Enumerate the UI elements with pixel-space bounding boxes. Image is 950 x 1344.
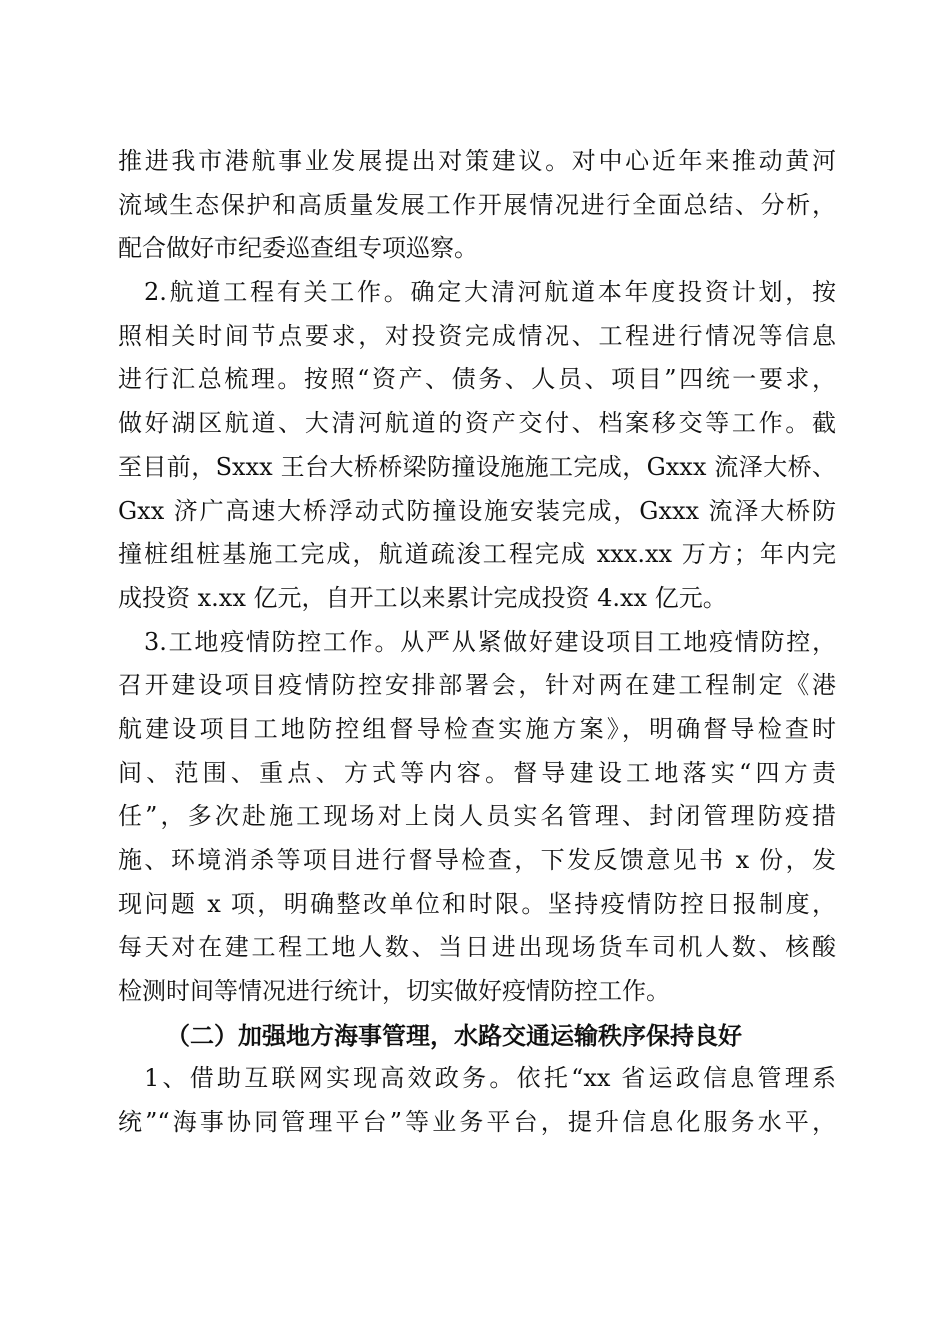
text-line: 成投资 x.xx 亿元，自开工以来累计完成投资 4.xx 亿元。 — [118, 583, 727, 612]
text-line: 统”“海事协同管理平台”等业务平台，提升信息化服务水平， — [118, 1108, 836, 1137]
text-line: 每天对在建工程工地人数、当日进出现场货车司机人数、核酸 — [118, 933, 836, 962]
text-line: 召开建设项目疫情防控安排部署会，针对两在建工程制定《港 — [118, 671, 836, 700]
text-line: 现问题 x 项，明确整改单位和时限。坚持疫情防控日报制度， — [118, 889, 836, 918]
paragraph-3 — [118, 621, 836, 1014]
paragraph-2 — [118, 271, 836, 621]
text-line: 做好湖区航道、大清河航道的资产交付、档案移交等工作。截 — [118, 409, 836, 438]
document-page — [118, 140, 836, 1145]
text-line: 推进我市港航事业发展提出对策建议。对中心近年来推动黄河 — [118, 147, 836, 175]
text-line: 检测时间等情况进行统计，切实做好疫情防控工作。 — [118, 977, 670, 1006]
text-line: 航建设项目工地防控组督导检查实施方案》，明确督导检查时 — [118, 714, 836, 743]
text-line: 2.航道工程有关工作。确定大清河航道本年度投资计划，按 — [144, 278, 836, 307]
text-line: 流域生态保护和高质量发展工作开展情况进行全面总结、分析， — [118, 190, 836, 219]
text-line: 配合做好市纪委巡查组专项巡察。 — [118, 234, 478, 263]
paragraph-1 — [118, 140, 836, 271]
text-line: 撞桩组桩基施工完成，航道疏浚工程完成 xxx.xx 万方；年内完 — [118, 540, 836, 569]
section-heading-text: （二）加强地方海事管理，水路交通运输秩序保持良好 — [166, 1020, 742, 1050]
text-line: 施、环境消杀等项目进行督导检查，下发反馈意见书 x 份，发 — [118, 846, 836, 874]
section-heading — [118, 1014, 836, 1058]
text-line: 任”，多次赴施工现场对上岗人员实名管理、封闭管理防疫措 — [118, 802, 836, 831]
text-line: 进行汇总梳理。按照“资产、债务、人员、项目”四统一要求， — [118, 365, 836, 394]
text-line: 3.工地疫情防控工作。从严从紧做好建设项目工地疫情防控， — [144, 627, 836, 656]
text-line: 照相关时间节点要求，对投资完成情况、工程进行情况等信息 — [118, 321, 836, 350]
text-line: 间、范围、重点、方式等内容。督导建设工地落实“四方责 — [118, 758, 836, 787]
paragraph-4 — [118, 1057, 836, 1144]
text-line: 至目前，Sxxx 王台大桥桥梁防撞设施施工完成，Gxxx 流泽大桥、 — [118, 452, 836, 481]
text-line: 1、借助互联网实现高效政务。依托“xx 省运政信息管理系 — [144, 1064, 836, 1093]
text-line: Gxx 济广高速大桥浮动式防撞设施安装完成，Gxxx 流泽大桥防 — [118, 496, 836, 525]
